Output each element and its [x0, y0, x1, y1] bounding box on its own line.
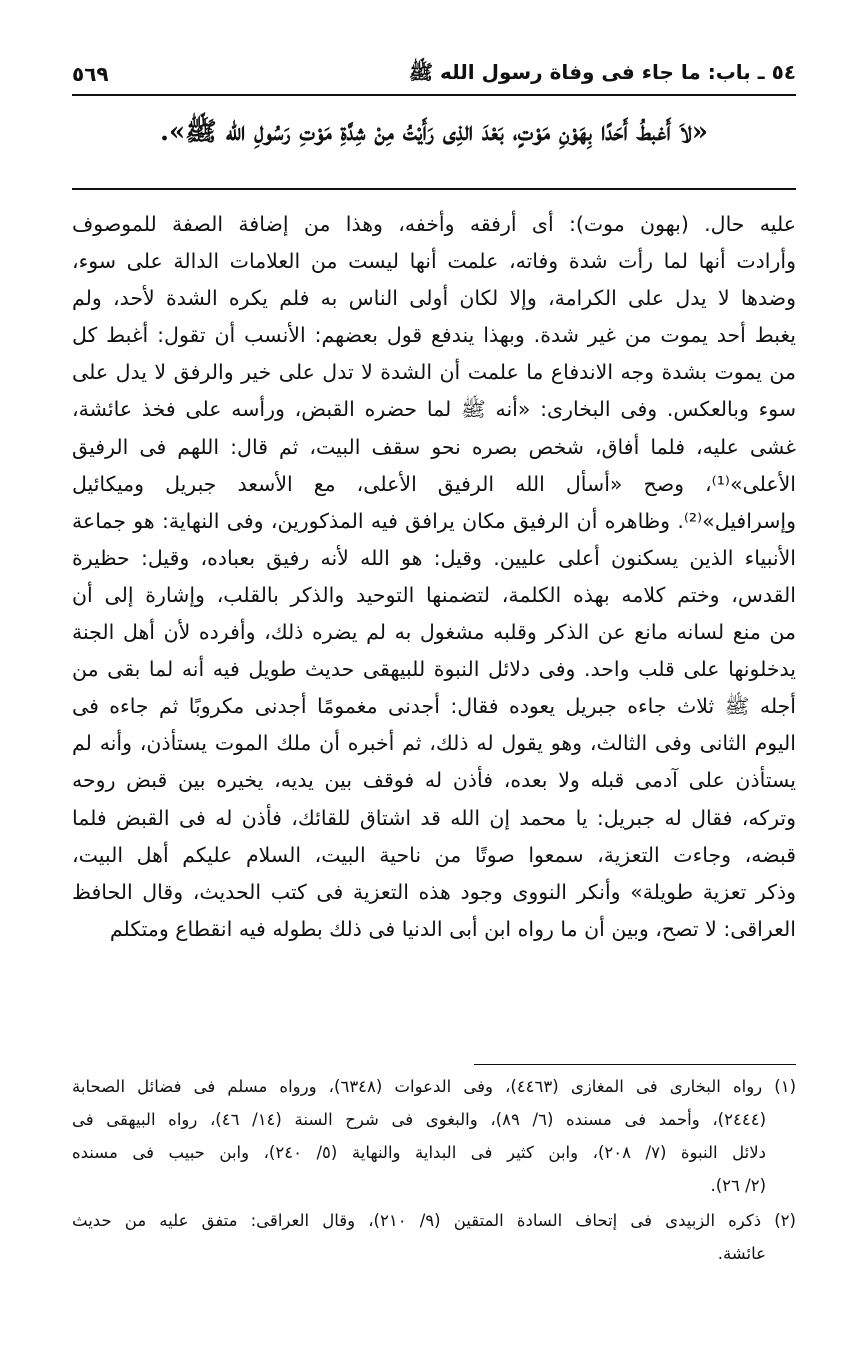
footnote-1 — [72, 1070, 796, 1202]
body-line: العراقى: لا تصح، وبين أن ما رواه ابن أبى الدنيا فى ذلك بطوله فيه انقطاع ومتكلم — [109, 916, 796, 941]
body-line: الأنبياء الذين يسكنون أعلى عليين. وقيل: هو الله لأنه رفيق بعباده، وقيل: حظيرة — [72, 545, 796, 570]
footnote-line: عائشة. — [717, 1244, 766, 1263]
hadith-text: «لاَ أَغبطُ أَحَدًا بِهَوْنِ مَوْتٍ، بَعْدَ الذِى رَأَيْتُ مِنْ شِدَّةِ مَوْتِ رَسُولِ الله ﷺ». — [159, 117, 709, 147]
body-line: اليوم الثانى وفى الثالث، وهو يقول له ذلك، ثم أخبره أن ملك الموت يستأذن، وأنه لم — [72, 731, 796, 756]
body-line: غشى عليه، فلما أفاق، شخص بصره نحو سقف البيت، ثم قال: اللهم فى الرفيق — [72, 434, 796, 459]
body-line: الأعلى»⁽¹⁾، وصح «أسأل الله الرفيق الأعلى، مع الأسعد جبريل وميكائيل — [72, 471, 796, 496]
footnotes — [72, 1070, 796, 1272]
body-line: وتركه، فقال له جبريل: يا محمد إن الله قد اشتاق للقائك، فأذن له فى القبض فلما — [72, 805, 796, 830]
footnote-2 — [72, 1204, 796, 1270]
page-number: ٥٦٩ — [72, 62, 109, 86]
body-line: القدس، وختم كلامه بهذه الكلمة، لتضمنها التوحيد والذكر بالقلب، وإشارة إلى أن — [72, 582, 796, 607]
body-line: قبضه، وجاءت التعزية، سمعوا صوتًا من ناحية البيت، السلام عليكم أهل البيت، — [72, 842, 796, 867]
body-line: من يموت بشدة وجه الاندفاع ما علمت أن الشدة لا تدل على خير والرفق لا يدل على — [72, 360, 796, 385]
body-line: يستأذن على آدمى قبله ولا بعده، فأذن له فوقف بين يديه، يخيره بين قبض روحه — [72, 768, 796, 793]
header-rule — [72, 94, 796, 96]
chapter-title: ٥٤ ـ باب: ما جاء فى وفاة رسول الله ﷺ — [408, 59, 796, 84]
footnote-separator — [474, 1064, 796, 1065]
footnote-line: (٢٤٤٤)، وأحمد فى مسنده (٦/ ٨٩)، والبغوى فى شرح السنة (١٤/ ٤٦)، رواه البيهقى فى — [72, 1110, 766, 1129]
body-line: وذكر تعزية طويلة» وأنكر النووى وجود هذه التعزية فى كتب الحديث، وقال الحافظ — [72, 879, 796, 904]
body-line: سوء وبالعكس. وفى البخارى: «أنه ﷺ لما حضره القبض، ورأسه على فخذ عائشة، — [72, 397, 796, 422]
body-line: من منع لسانه مانع عن الذكر وقلبه مشغول به لم يضره ذلك، وأفرده لأن أهل الجنة — [72, 620, 796, 645]
footnote-line: (١) رواه البخارى فى المغازى (٤٤٦٣)، وفى الدعوات (٦٣٤٨)، ورواه مسلم فى فضائل الصحابة — [72, 1077, 796, 1096]
body-line: عليه حال. (بهون موت): أى أرفقه وأخفه، وهذا من إضافة الصفة للموصوف — [72, 212, 796, 236]
commentary-body — [72, 206, 796, 948]
footnote-line: (٢/ ٢٦). — [710, 1176, 766, 1195]
body-line: أجله ﷺ ثلاث جاءه جبريل يعوده فقال: أجدنى مغمومًا أجدنى مكروبًا ثم جاءه فى — [72, 694, 796, 719]
body-line: وأرادت أنها لما رأت شدة وفاته، علمت أنها ليست من العلامات الدالة على سوء، — [72, 249, 796, 274]
running-head — [72, 58, 796, 90]
footnote-line: دلائل النبوة (٧/ ٢٠٨)، وابن كثير فى البداية والنهاية (٥/ ٢٤٠)، وابن حبيب فى مسنده — [72, 1143, 766, 1162]
body-line: يدخلونها على قلب واحد. وفى دلائل النبوة للبيهقى حديث طويل فيه أنه لما بقى من — [72, 657, 796, 682]
body-line: وإسرافيل»⁽²⁾. وظاهره أن الرفيق مكان يرافق فيه المذكورين، وفى النهاية: هو جماعة — [72, 508, 796, 533]
body-line: يغبط أحد يموت من غير شدة. وبهذا يندفع قول بعضهم: الأنسب أن تقول: أغبط كل — [72, 323, 796, 348]
section-rule — [72, 188, 796, 190]
footnote-line: (٢) ذكره الزبيدى فى إتحاف السادة المتقين (٩/ ٢١٠)، وقال العراقى: متفق عليه من حديث — [72, 1211, 796, 1230]
body-line: وضدها لا يدل على الكرامة، وإلا لكان أولى الناس به فلم يكره الشدة لأحد، ولم — [72, 286, 796, 311]
